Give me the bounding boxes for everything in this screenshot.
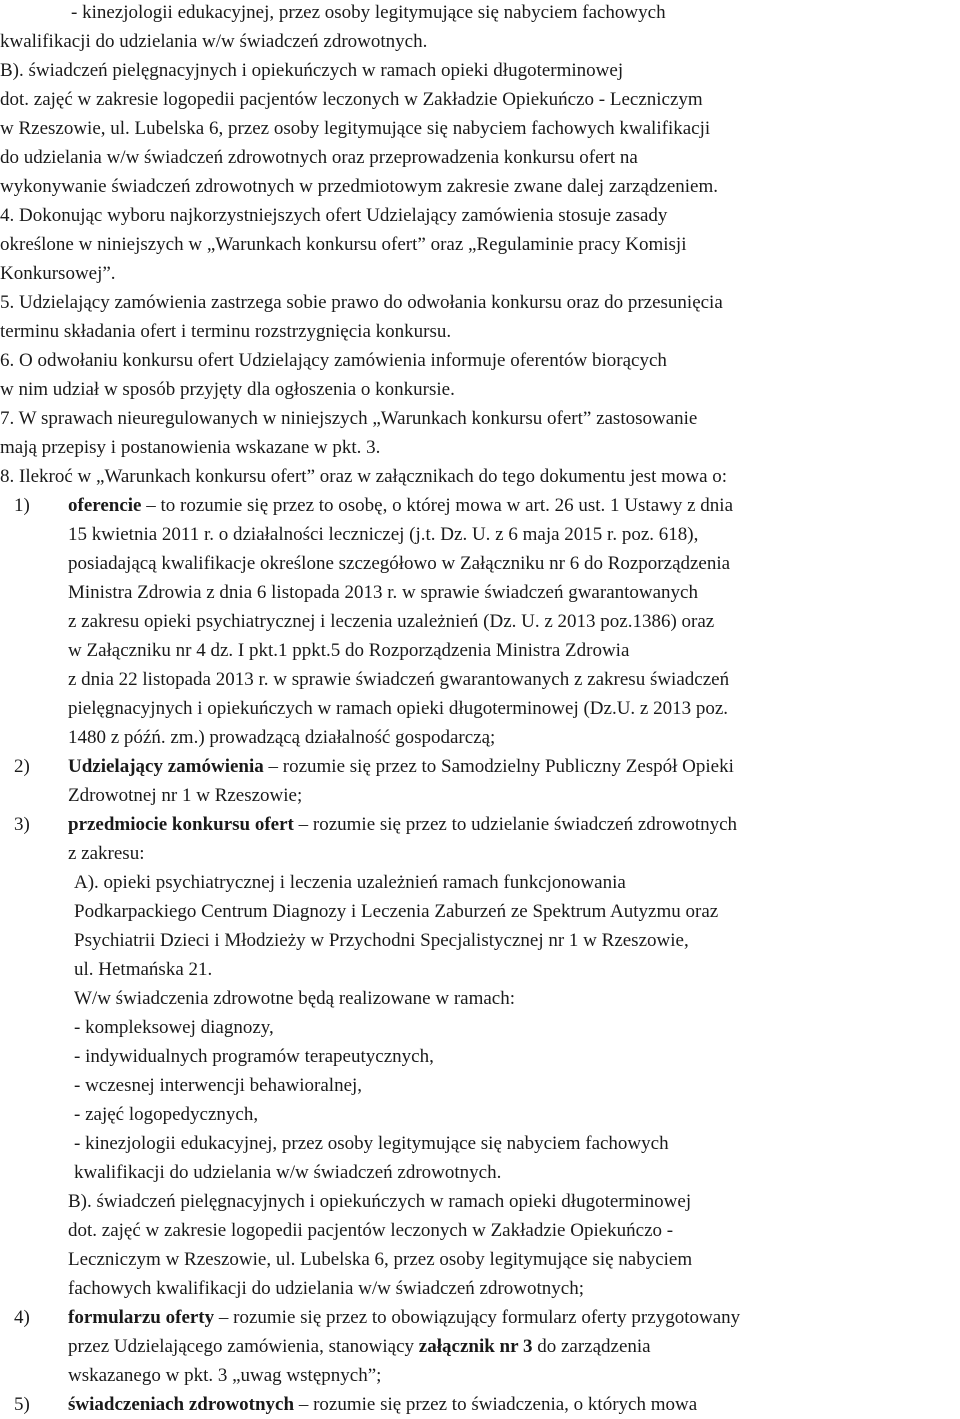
text-line: B). świadczeń pielęgnacyjnych i opiekuńczych w ramach opieki długoterminowej (0, 60, 624, 81)
text-line: dot. zajęć w zakresie logopedii pacjentów leczonych w Zakładzie Opiekuńczo - Leczniczym (0, 89, 703, 110)
text-line: B). świadczeń pielęgnacyjnych i opiekuńczych w ramach opieki długoterminowej (68, 1191, 692, 1212)
text-line: A). opieki psychiatrycznej i leczenia uzależnień ramach funkcjonowania (74, 872, 626, 893)
text-line: Podkarpackiego Centrum Diagnozy i Leczenia Zaburzeń ze Spektrum Autyzmu oraz (74, 901, 719, 922)
text-line: - indywidualnych programów terapeutycznych, (74, 1046, 434, 1067)
text-line: - kompleksowej diagnozy, (74, 1017, 274, 1038)
text-line: mają przepisy i postanowienia wskazane w pkt. 3. (0, 437, 381, 458)
text-line: pielęgnacyjnych i opiekuńczych w ramach opieki długoterminowej (Dz.U. z 2013 poz. (68, 698, 729, 719)
list-number: 1) (14, 495, 30, 516)
text-line: dot. zajęć w zakresie logopedii pacjentów leczonych w Zakładzie Opiekuńczo - (68, 1220, 674, 1241)
text-line: Ministra Zdrowia z dnia 6 listopada 2013 r. w sprawie świadczeń gwarantowanych (68, 582, 698, 603)
text-line: kwalifikacji do udzielania w/w świadczeń zdrowotnych. (74, 1162, 502, 1183)
list-number: 2) (14, 756, 30, 777)
text-span: – rozumie się przez to Samodzielny Publiczny Zespół Opieki (263, 756, 734, 777)
text-line: posiadającą kwalifikacje określone szczegółowo w Załączniku nr 6 do Rozporządzenia (68, 553, 731, 574)
list-number: 3) (14, 814, 30, 835)
text-span: – rozumie się przez to obowiązujący formularz oferty przygotowany (214, 1307, 741, 1328)
text-line: określone w niniejszych w „Warunkach konkursu ofert” oraz „Regulaminie pracy Komisji (0, 234, 687, 255)
list-number: 5) (14, 1394, 30, 1415)
list-item-first-line (68, 1303, 740, 1332)
defined-term: formularzu oferty (68, 1307, 215, 1328)
text-line: - kinezjologii edukacyjnej, przez osoby legitymujące się nabyciem fachowych (71, 2, 666, 23)
text-span: – to rozumie się przez to osobę, o której mowa w art. 26 ust. 1 Ustawy z dnia (141, 495, 733, 516)
text-line: 4. Dokonując wyboru najkorzystniejszych ofert Udzielający zamówienia stosuje zasady (0, 205, 668, 226)
text-line: Psychiatrii Dzieci i Młodzieży w Przychodni Specjalistycznej nr 1 w Rzeszowie, (74, 930, 689, 951)
text-line: 8. Ilekroć w „Warunkach konkursu ofert” oraz w załącznikach do tego dokumentu jest mowa o: (0, 466, 728, 487)
text-line: - zajęć logopedycznych, (74, 1104, 259, 1125)
defined-term: Udzielający zamówienia (68, 756, 264, 777)
text-line (68, 1332, 651, 1361)
defined-term: oferencie (68, 495, 142, 516)
text-line: w Rzeszowie, ul. Lubelska 6, przez osoby legitymujące się nabyciem fachowych kwalifikacji (0, 118, 711, 139)
text-line: ul. Hetmańska 21. (74, 959, 213, 980)
text-line: terminu składania ofert i terminu rozstrzygnięcia konkursu. (0, 321, 452, 342)
list-item-first-line (68, 491, 733, 520)
defined-term: świadczeniach zdrowotnych (68, 1394, 295, 1415)
text-line: - kinezjologii edukacyjnej, przez osoby legitymujące się nabyciem fachowych (74, 1133, 669, 1154)
text-line: Konkursowej”. (0, 263, 116, 284)
text-line: W/w świadczenia zdrowotne będą realizowane w ramach: (74, 988, 516, 1009)
text-line: 15 kwietnia 2011 r. o działalności leczniczej (j.t. Dz. U. z 6 maja 2015 r. poz. 618), (68, 524, 699, 545)
text-line: w Załączniku nr 4 dz. I pkt.1 ppkt.5 do Rozporządzenia Ministra Zdrowia (68, 640, 630, 661)
text-span: do zarządzenia (532, 1336, 651, 1357)
text-span: przez Udzielającego zamówienia, stanowiący (68, 1336, 419, 1357)
text-line: 7. W sprawach nieuregulowanych w niniejszych „Warunkach konkursu ofert” zastosowanie (0, 408, 698, 429)
text-line: w nim udział w sposób przyjęty dla ogłoszenia o konkursie. (0, 379, 455, 400)
text-line: fachowych kwalifikacji do udzielania w/w świadczeń zdrowotnych; (68, 1278, 584, 1299)
text-span: – rozumie się przez to udzielanie świadczeń zdrowotnych (293, 814, 738, 835)
defined-term: przedmiocie konkursu ofert (68, 814, 294, 835)
text-line: Leczniczym w Rzeszowie, ul. Lubelska 6, przez osoby legitymujące się nabyciem (68, 1249, 693, 1270)
text-line: Zdrowotnej nr 1 w Rzeszowie; (68, 785, 303, 806)
text-line: kwalifikacji do udzielania w/w świadczeń zdrowotnych. (0, 31, 428, 52)
text-line: 5. Udzielający zamówienia zastrzega sobie prawo do odwołania konkursu oraz do przesunięcia (0, 292, 723, 313)
list-item-first-line (68, 752, 734, 781)
text-line: z zakresu: (68, 843, 145, 864)
text-line: z zakresu opieki psychiatrycznej i leczenia uzależnień (Dz. U. z 2013 poz.1386) oraz (68, 611, 715, 632)
text-line: 6. O odwołaniu konkursu ofert Udzielający zamówienia informuje oferentów biorących (0, 350, 667, 371)
text-line: - wczesnej interwencji behawioralnej, (74, 1075, 363, 1096)
text-line: do udzielania w/w świadczeń zdrowotnych oraz przeprowadzenia konkursu ofert na (0, 147, 638, 168)
list-number: 4) (14, 1307, 30, 1328)
text-line: wykonywanie świadczeń zdrowotnych w przedmiotowym zakresie zwane dalej zarządzeniem. (0, 176, 719, 197)
text-span: – rozumie się przez to świadczenia, o których mowa (294, 1394, 698, 1415)
text-line: 1480 z późń. zm.) prowadzącą działalność gospodarczą; (68, 727, 496, 748)
attachment-reference: załącznik nr 3 (418, 1336, 533, 1357)
list-item-first-line (68, 810, 737, 839)
text-line: z dnia 22 listopada 2013 r. w sprawie świadczeń gwarantowanych z zakresu świadczeń (68, 669, 730, 690)
list-item-first-line (68, 1390, 697, 1419)
text-line: wskazanego w pkt. 3 „uwag wstępnych”; (68, 1365, 382, 1386)
